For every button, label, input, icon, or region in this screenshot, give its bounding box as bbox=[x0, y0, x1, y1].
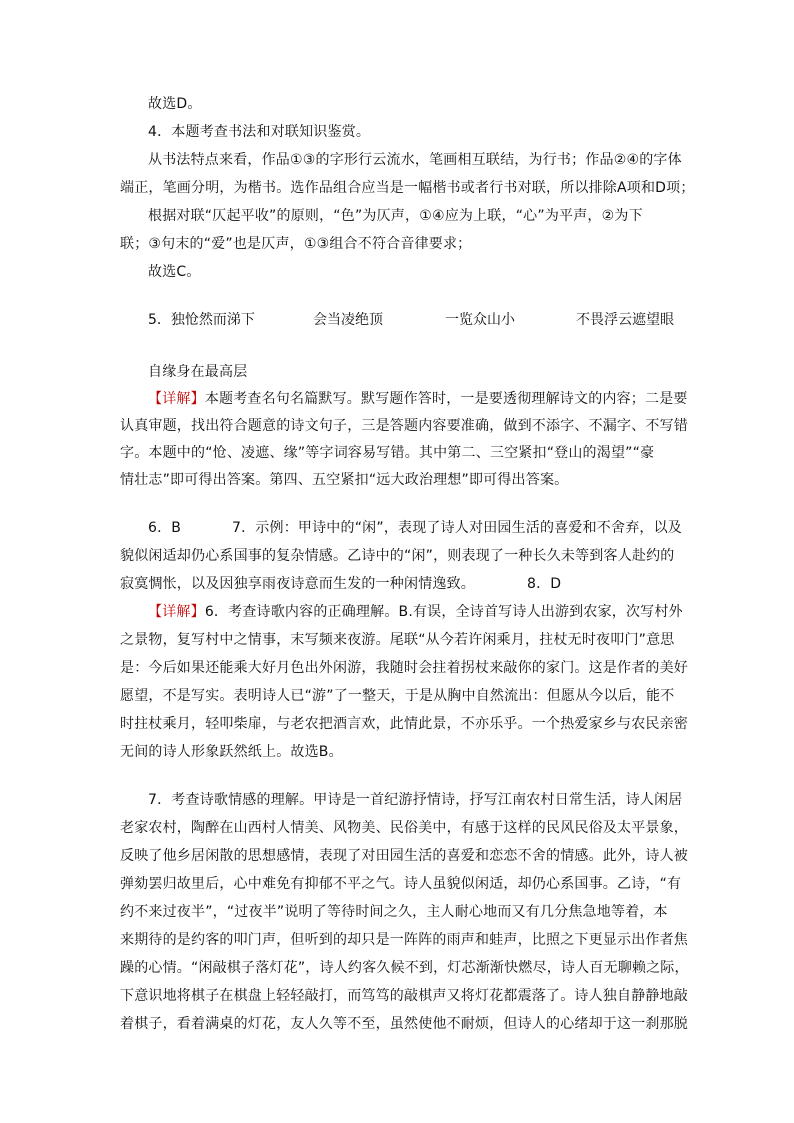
answer-7-line: 7．示例：甲诗中的“闲”，表现了诗人对田园生活的喜爱和不舍弃，以及 bbox=[232, 520, 683, 536]
paragraph-line: 来期待的是约客的叩门声，但听到的却只是一阵阵的雨声和蛙声，比照之下更显示出作者焦 bbox=[120, 932, 688, 948]
detail-tag: 【详解】 bbox=[148, 391, 205, 407]
answer-6: 6．B bbox=[148, 520, 182, 536]
paragraph-line: 时拄杖乘月，轻叩柴扉，与老农把酒言欢，此情此景，不亦乐乎。一个热爱家乡与农民亲密 bbox=[120, 716, 688, 732]
paragraph-line: 无间的诗人形象跃然纸上。故选B。 bbox=[120, 744, 343, 760]
answer-8: 8．D bbox=[527, 576, 562, 592]
paragraph-line: 联；③句末的“爱”也是仄声，①③组合不符合音律要求； bbox=[120, 236, 472, 252]
blank-answer-4: 不畏浮云遮望眼 bbox=[576, 312, 674, 328]
answer-line: 故选C。 bbox=[148, 264, 201, 280]
paragraph-line: 愿望，不是写实。表明诗人已“游”了一整天，于是从胸中自然流出：但愿从今以后，能不 bbox=[120, 688, 675, 704]
blank-answer-3: 一览众山小 bbox=[445, 312, 515, 328]
detail-tag: 【详解】 bbox=[148, 604, 205, 620]
detail-paragraph-2: 【详解】6．考查诗歌内容的正确理解。B.有误，全诗首写诗人出游到农家，次写村外 bbox=[148, 604, 683, 620]
paragraph-line: 字。本题中的“怆、凌遮、缘”等字词容易写错。其中第二、三空紧扣“登山的渴望”“豪 bbox=[120, 445, 655, 461]
paragraph-line: 根据对联“仄起平收”的原则，“色”为仄声，①④应为上联，“心”为平声，②为下 bbox=[148, 208, 643, 224]
answer-7-line: 寂寞惆怅，以及因独享雨夜诗意而生发的一种闲情逸致。 bbox=[120, 576, 475, 592]
paragraph-line: 7．考查诗歌情感的理解。甲诗是一首纪游抒情诗，抒写江南农村日常生活，诗人闲居 bbox=[148, 792, 683, 808]
paragraph-line: 情壮志”即可得出答案。第四、五空紧扣“远大政治理想”即可得出答案。 bbox=[120, 472, 569, 488]
paragraph-line: 反映了他乡居闲散的思想感情，表现了对田园生活的喜爱和恋恋不舍的情感。此外，诗人被 bbox=[120, 848, 688, 864]
paragraph-line: 着棋子，看着满桌的灯花，友人久等不至，虽然使他不耐烦，但诗人的心绪却于这一刹那脱 bbox=[120, 1016, 688, 1032]
paragraph-line: 下意识地将棋子在棋盘上轻轻敲打，而笃笃的敲棋声又将灯花都震落了。诗人独自静静地敲 bbox=[120, 988, 688, 1004]
blank-answer-1: 5．独怆然而涕下 bbox=[148, 312, 255, 328]
question-4-heading: 4．本题考查书法和对联知识鉴赏。 bbox=[148, 124, 371, 140]
paragraph-line: 端正，笔画分明，为楷书。选作品组合应当是一幅楷书或者行书对联，所以排除A项和D项； bbox=[120, 180, 695, 196]
paragraph-line: 从书法特点来看，作品①③的字形行云流水，笔画相互联结，为行书；作品②④的字体 bbox=[148, 152, 682, 168]
detail-paragraph-1: 【详解】本题考查名句名篇默写。默写题作答时，一是要透彻理解诗文的内容；二是要 bbox=[148, 391, 688, 407]
paragraph-line: 认真审题，找出符合题意的诗文句子，三是答题内容要准确，做到不添字、不漏字、不写错 bbox=[120, 418, 688, 434]
blank-answer-5: 自缘身在最高层 bbox=[148, 364, 248, 380]
answer-7-line: 貌似闲适却仍心系国事的复杂情感。乙诗中的“闲”，则表现了一种长久未等到客人赴约的 bbox=[120, 548, 675, 564]
answer-line: 故选D。 bbox=[148, 96, 202, 112]
paragraph-line: 弹劾罢归故里后，心中难免有抑郁不平之气。诗人虽貌似闲适，却仍心系国事。乙诗，“有 bbox=[120, 876, 682, 892]
paragraph-line: 老家农村，陶醉在山西村人情美、风物美、民俗美中，有感于这样的民风民俗及太平景象， bbox=[120, 820, 688, 836]
paragraph-line: 约不来过夜半”，“过夜半”说明了等待时间之久，主人耐心地而又有几分焦急地等着，本 bbox=[120, 904, 668, 920]
paragraph-line: 之景物，复写村中之情事，末写频来夜游。尾联“从今若许闲乘月，拄杖无时夜叩门”意思 bbox=[120, 632, 675, 648]
paragraph-line: 躁的心情。“闲敲棋子落灯花”，诗人约客久候不到，灯芯渐渐快燃尽，诗人百无聊赖之际， bbox=[120, 960, 689, 976]
paragraph-line: 是：今后如果还能乘大好月色出外闲游，我随时会拄着拐杖来敲你的家门。这是作者的美好 bbox=[120, 660, 688, 676]
blank-answer-2: 会当凌绝顶 bbox=[313, 312, 383, 328]
